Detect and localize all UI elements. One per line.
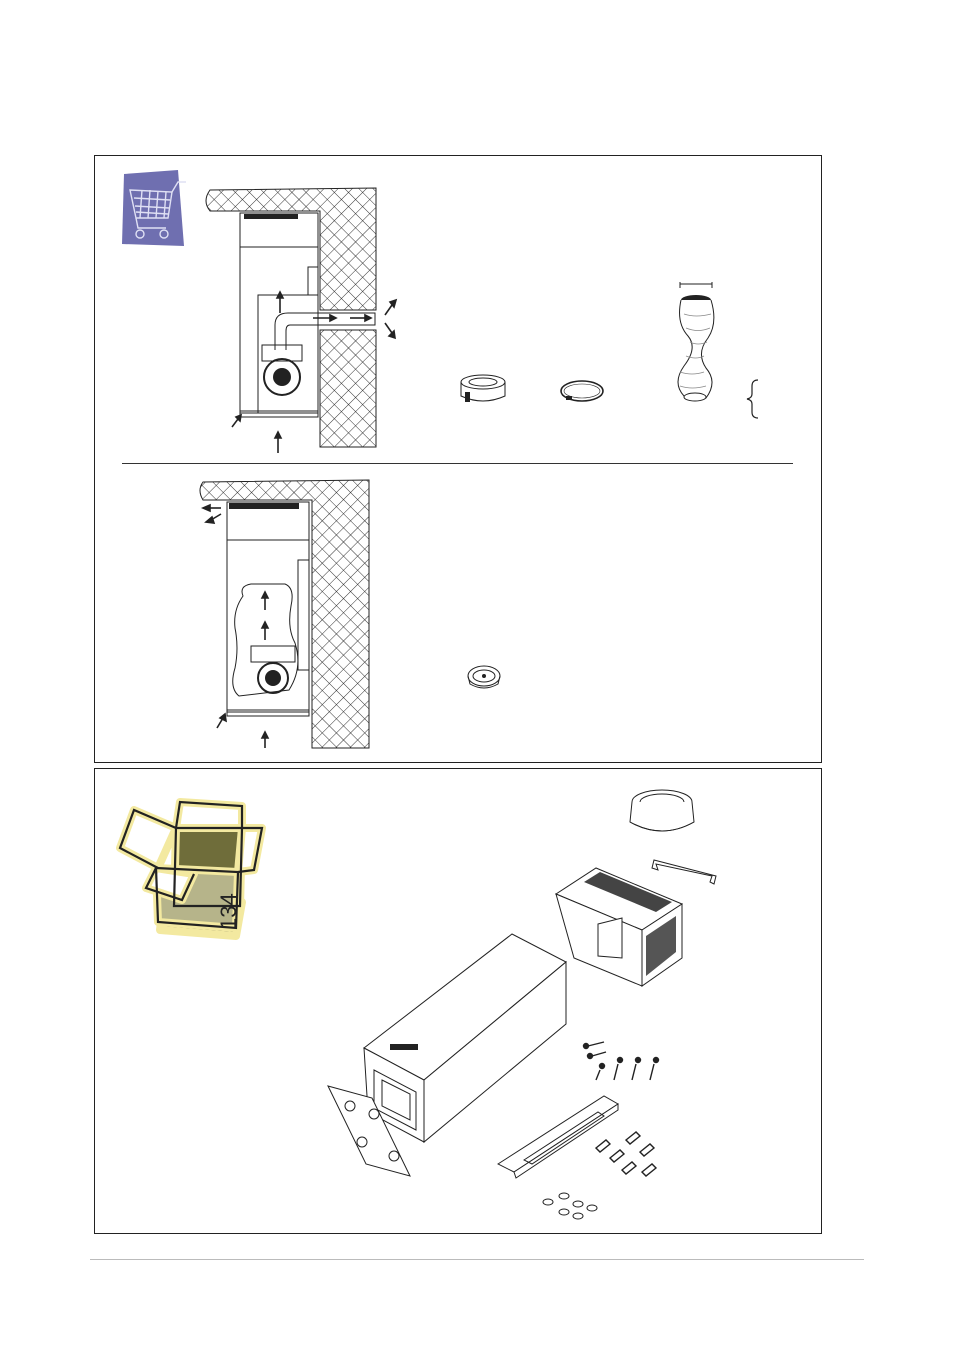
- recirculation-cap-icon: [466, 664, 502, 692]
- wall-bracket-part: [652, 860, 716, 884]
- washers-part: [543, 1193, 597, 1219]
- flexible-duct-icon: [662, 278, 732, 418]
- hose-clamp-icon: [558, 378, 606, 406]
- hood-body-part: [364, 934, 566, 1142]
- open-box-icon: [112, 798, 272, 940]
- duct-connector-part: [630, 790, 694, 831]
- duct-ring-adapter-icon: [458, 372, 508, 408]
- shopping-cart-icon: [118, 168, 190, 250]
- screws-part: [584, 1042, 659, 1080]
- ducted-installation-diagram: [200, 185, 410, 455]
- hood-exploded-parts-diagram: [320, 780, 740, 1220]
- wall-plugs-part: [596, 1132, 656, 1176]
- drip-tray-part: [498, 1096, 618, 1178]
- footer-rule: [90, 1259, 864, 1260]
- panel-divider: [122, 463, 793, 464]
- recirculation-installation-diagram: [195, 478, 385, 753]
- filter-box-part: [556, 868, 682, 986]
- curly-brace-icon: [744, 378, 764, 420]
- box-number: 134: [216, 893, 241, 930]
